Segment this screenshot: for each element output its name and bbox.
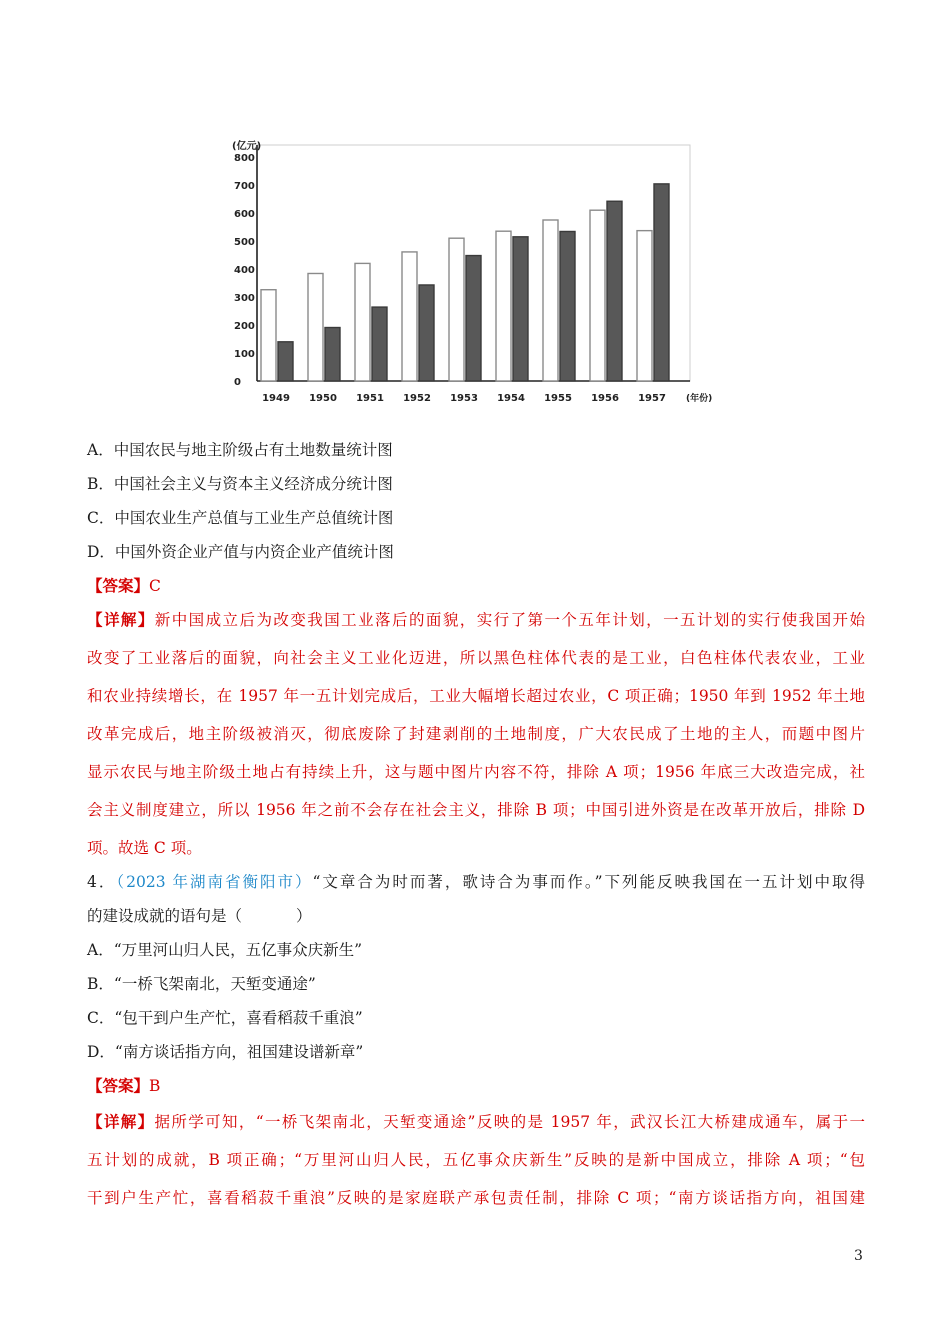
x-unit-label: (年份) [686,394,713,404]
x-tick-label: 1950 [309,393,337,404]
bar-white [355,263,370,381]
explanation-label: 【详解】 [87,610,155,629]
question-number: 4． [87,873,117,891]
explanation-text: 据所学可知，“一桥飞架南北，天堑变通途”反映的是 1957 年，武汉长江大桥建成通车，属于一 [154,1113,865,1131]
q3-option-c: C．中国农业生产总值与工业生产总值统计图 [87,509,394,527]
bar-dark [654,184,669,381]
bar-white [402,252,417,381]
bar-dark [513,237,528,381]
x-tick-label: 1956 [591,393,619,404]
q4-explanation-line [87,1112,865,1132]
answer-value: B [149,1077,161,1095]
bar-dark [325,328,340,381]
bar-white [637,231,652,381]
question-stem-text: “文章合为时而著，歌诗合为事而作。”下列能反映我国在一五计划中取得 [312,873,865,891]
bar-white [308,273,323,381]
bar-dark [607,201,622,381]
q3-explanation-line: 改革完成后，地主阶级被消灭，彻底废除了封建剥削的土地制度，广大农民成了土地的主人，而题中图片 [87,725,865,743]
q4-option-d: D．“南方谈话指方向，祖国建设谱新章” [87,1043,364,1061]
q3-explanation-line: 显示农民与地主阶级土地占有持续上升，这与题中图片内容不符，排除 A 项；1956 年底三大改造完成，社 [87,763,865,781]
q4-stem-line2 [87,906,865,926]
q3-explanation-line: 会主义制度建立，所以 1956 年之前不会存在社会主义，排除 B 项；中国引进外资是在改革开放后，排除 D [87,801,865,819]
y-tick-label: 300 [234,293,255,304]
bar-white [590,210,605,381]
answer-value: C [149,577,161,595]
x-tick-label: 1955 [544,393,572,404]
page-number: 3 [854,1248,863,1264]
q4-explanation-line: 干到户生产忙，喜看稻菽千重浪”反映的是家庭联产承包责任制，排除 C 项；“南方谈话指方向，祖国建 [87,1189,865,1207]
y-tick-label: 800 [234,153,255,164]
q3-option-b: B．中国社会主义与资本主义经济成分统计图 [87,475,393,493]
bar-dark [560,231,575,381]
y-tick-label: 500 [234,237,255,248]
q3-option-d: D．中国外资企业产值与内资企业产值统计图 [87,543,394,561]
x-tick-label: 1957 [638,393,666,404]
y-tick-label: 200 [234,321,255,332]
x-tick-label: 1952 [403,393,431,404]
q4-answer [87,1076,865,1096]
q4-option-c: C．“包干到户生产忙，喜看稻菽千重浪” [87,1009,363,1027]
y-tick-label: 400 [234,265,255,276]
explanation-text: 新中国成立后为改变我国工业落后的面貌，实行了第一个五年计划，一五计划的实行使我国开始 [154,611,865,629]
bar-white [261,290,276,381]
question-stem-text: 的建设成就的语句是（ [87,907,243,925]
bar-dark [466,256,481,381]
q4-option-a: A．“万里河山归人民，五亿事众庆新生” [87,941,363,959]
bar-chart-svg [224,135,714,410]
x-tick-label: 1953 [450,393,478,404]
bar-dark [278,342,293,381]
x-tick-label: 1949 [262,393,290,404]
y-unit-label: (亿元) [232,141,262,152]
y-tick-label: 700 [234,181,255,192]
bar-white [496,231,511,381]
y-tick-label: 100 [234,349,255,360]
bar-white [543,220,558,381]
q3-explanation-line: 项。故选 C 项。 [87,839,202,857]
q3-explanation-line: 和农业持续增长，在 1957 年一五计划完成后，工业大幅增长超过农业，C 项正确；1950 年到 1952 年土地 [87,687,865,705]
q4-explanation-line: 五计划的成就，B 项正确；“万里河山归人民，五亿事众庆新生”反映的是新中国成立，排除 A 项；“包 [87,1151,865,1169]
explanation-label: 【详解】 [87,1112,155,1131]
bar-dark [372,307,387,381]
x-tick-label: 1954 [497,393,525,404]
q3-explanation-line: 改变了工业落后的面貌，向社会主义工业化迈进，所以黑色柱体代表的是工业，白色柱体代表农业，工业 [87,649,865,667]
question-stem-text: ） [296,907,312,925]
q4-stem [87,872,865,892]
y-tick-label: 600 [234,209,255,220]
answer-label: 【答案】 [87,1076,150,1095]
bar-white [449,238,464,381]
x-tick-label: 1951 [356,393,384,404]
q4-option-b: B．“一桥飞架南北，天堑变通途” [87,975,316,993]
answer-label: 【答案】 [87,576,150,595]
question-source: （2023 年湖南省衡阳市） [116,873,313,891]
q3-answer [87,576,865,596]
q3-explanation-line [87,610,865,630]
bar-dark [419,285,434,381]
statistics-bar-chart [224,135,714,410]
y-tick-label: 0 [234,377,241,388]
q3-option-a: A．中国农民与地主阶级占有土地数量统计图 [87,441,393,459]
